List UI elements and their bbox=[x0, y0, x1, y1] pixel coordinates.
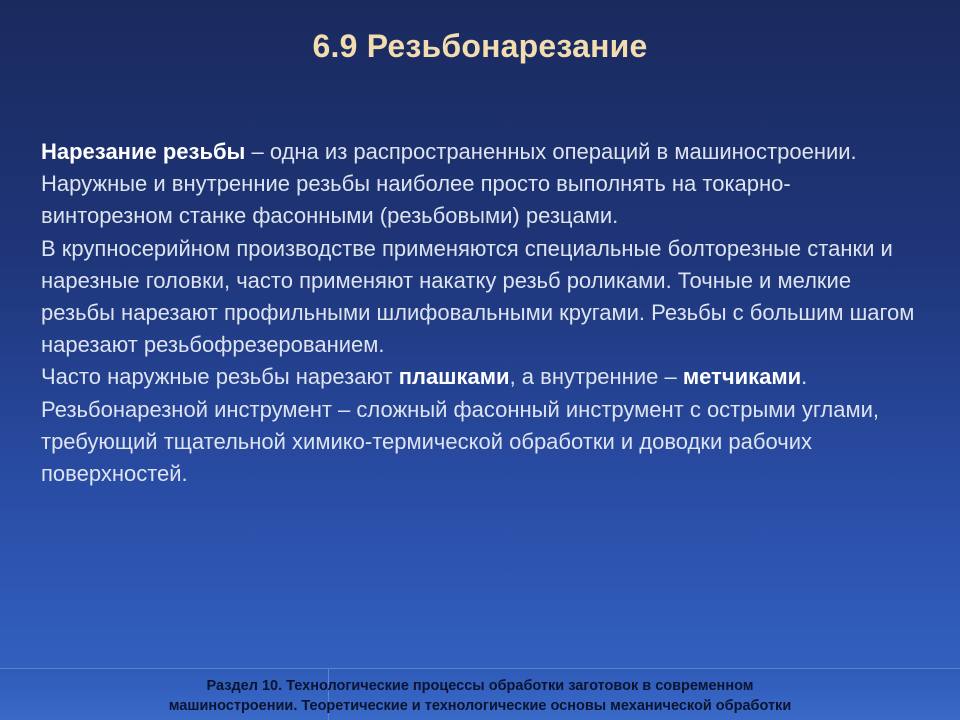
paragraph-lathe: Наружные и внутренние резьбы наиболее просто выполнять на токарно-винторезном станке фасонными (резьбовыми) резцами. bbox=[41, 171, 791, 229]
paragraph-dies-taps bbox=[41, 361, 921, 393]
footer-line-1: Раздел 10. Технологические процессы обработки заготовок в современном bbox=[206, 678, 754, 694]
term-dies: плашками bbox=[398, 364, 510, 390]
dies-taps-text-after: . bbox=[801, 364, 808, 390]
dies-taps-text-before: Часто наружные резьбы нарезают bbox=[41, 364, 399, 390]
slide-body bbox=[41, 136, 921, 490]
term-thread-cutting: Нарезание резьбы bbox=[41, 139, 246, 164]
paragraph-mass-production: В крупносерийном производстве применяются специальные болторезные станки и нарезные головки, часто применяют накатку резьб роликами. Точные и мелкие резьбы нарезают профильными шлифовальными кругами. Резьбы с большим шагом нарезают резьбофрезерованием. bbox=[41, 235, 915, 358]
slide-title: 6.9 Резьбонарезание bbox=[312, 28, 648, 64]
footer-line-2: машиностроении. Теоретические и технологические основы механической обработки bbox=[168, 698, 792, 714]
dies-taps-text-middle: , а внутренние – bbox=[509, 364, 683, 390]
paragraph-tool-description: Резьбонарезной инструмент – сложный фасонный инструмент с острыми углами, требующий тщательной химико-термической обработки и доводки рабочих поверхностей. bbox=[41, 396, 879, 487]
term-taps: метчиками bbox=[682, 364, 802, 390]
footer-section-caption bbox=[40, 676, 920, 716]
footer-divider-line bbox=[0, 668, 960, 669]
paragraph-thread-cutting-definition bbox=[41, 136, 921, 168]
definition-text: – одна из распространенных операций в машиностроении. bbox=[245, 139, 857, 164]
